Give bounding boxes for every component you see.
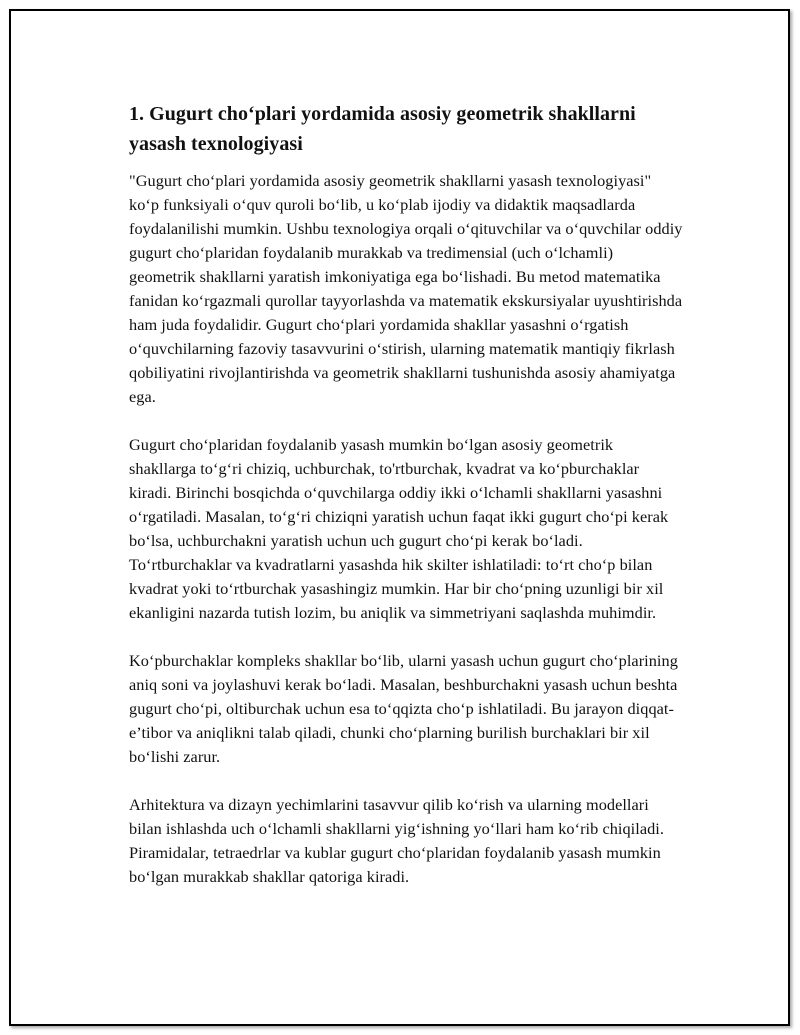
- page-frame: [9, 9, 790, 1026]
- paragraph-basic-shapes: Gugurt cho‘plaridan foydalanib yasash mumkin bo‘lgan asosiy geometrik shakllarga to‘g‘ri chiziq, uchburchak, to'rtburchak, kvadrat va ko‘pburchaklar kiradi. Birinchi bosqichda o‘quvchilarga oddiy ikki o‘lchamli shakllarni yasashni o‘rgatiladi. Masalan, to‘g‘ri chiziqni yaratish uchun faqat ikki gugurt cho‘pi kerak bo‘lsa, uchburchakni yaratish uchun uch gugurt cho‘pi kerak bo‘ladi. To‘rtburchaklar va kvadratlarni yasashda hik skilter ishlatiladi: to‘rt cho‘p bilan kvadrat yoki to‘rtburchak yasashingiz mumkin. Har bir cho‘pning uzunligi bir xil ekanligini nazarda tutish lozim, bu aniqlik va simmetriyani saqlashda muhimdir.: [129, 435, 669, 622]
- section-heading: 1. Gugurt cho‘plari yordamida asosiy geometrik shakllarni yasash texnologiyasi: [129, 103, 636, 155]
- document-body: [118, 99, 683, 913]
- paragraph-3d-shapes: Arhitektura va dizayn yechimlarini tasavvur qilib ko‘rish va ularning modellari bilan ishlashda uch o‘lchamli shakllarni yig‘ishning yo‘llari ham ko‘rib chiqiladi. Piramidalar, tetraedrlar va kublar gugurt cho‘plaridan foydalanib yasash mumkin bo‘lgan murakkab shakllar qatoriga kiradi.: [129, 795, 664, 886]
- paragraph-intro: "Gugurt cho‘plari yordamida asosiy geometrik shakllarni yasash texnologiyasi" ko‘p funksiyali o‘quv quroli bo‘lib, u ko‘plab ijodiy va didaktik maqsadlarda foydalanilishi mumkin. Ushbu texnologiya orqali o‘qituvchilar va o‘quvchilar oddiy gugurt cho‘plaridan foydalanib murakkab va tredimensial (uch o‘lchamli) geometrik shakllarni yaratish imkoniyatiga ega bo‘lishadi. Bu metod matematika fanidan ko‘rgazmali qurollar tayyorlashda va matematik ekskursiyalar uyushtirishda ham juda foydalidir. Gugurt cho‘plari yordamida shakllar yasashni o‘rgatish o‘quvchilarning fazoviy tasavvurini o‘stirish, ularning matematik mantiqiy fikrlash qobiliyatini rivojlantirishda va geometrik shakllarni tushunishda asosiy ahamiyatga ega.: [129, 171, 683, 406]
- paragraph-polygons: Ko‘pburchaklar kompleks shakllar bo‘lib, ularni yasash uchun gugurt cho‘plarining aniq soni va joylashuvi kerak bo‘ladi. Masalan, beshburchakni yasash uchun beshta gugurt cho‘pi, oltiburchak uchun esa to‘qqizta cho‘p ishlatiladi. Bu jarayon diqqat-e’tibor va aniqlikni talab qiladi, chunki cho‘plarning burilish burchaklari bir xil bo‘lishi zarur.: [129, 651, 678, 766]
